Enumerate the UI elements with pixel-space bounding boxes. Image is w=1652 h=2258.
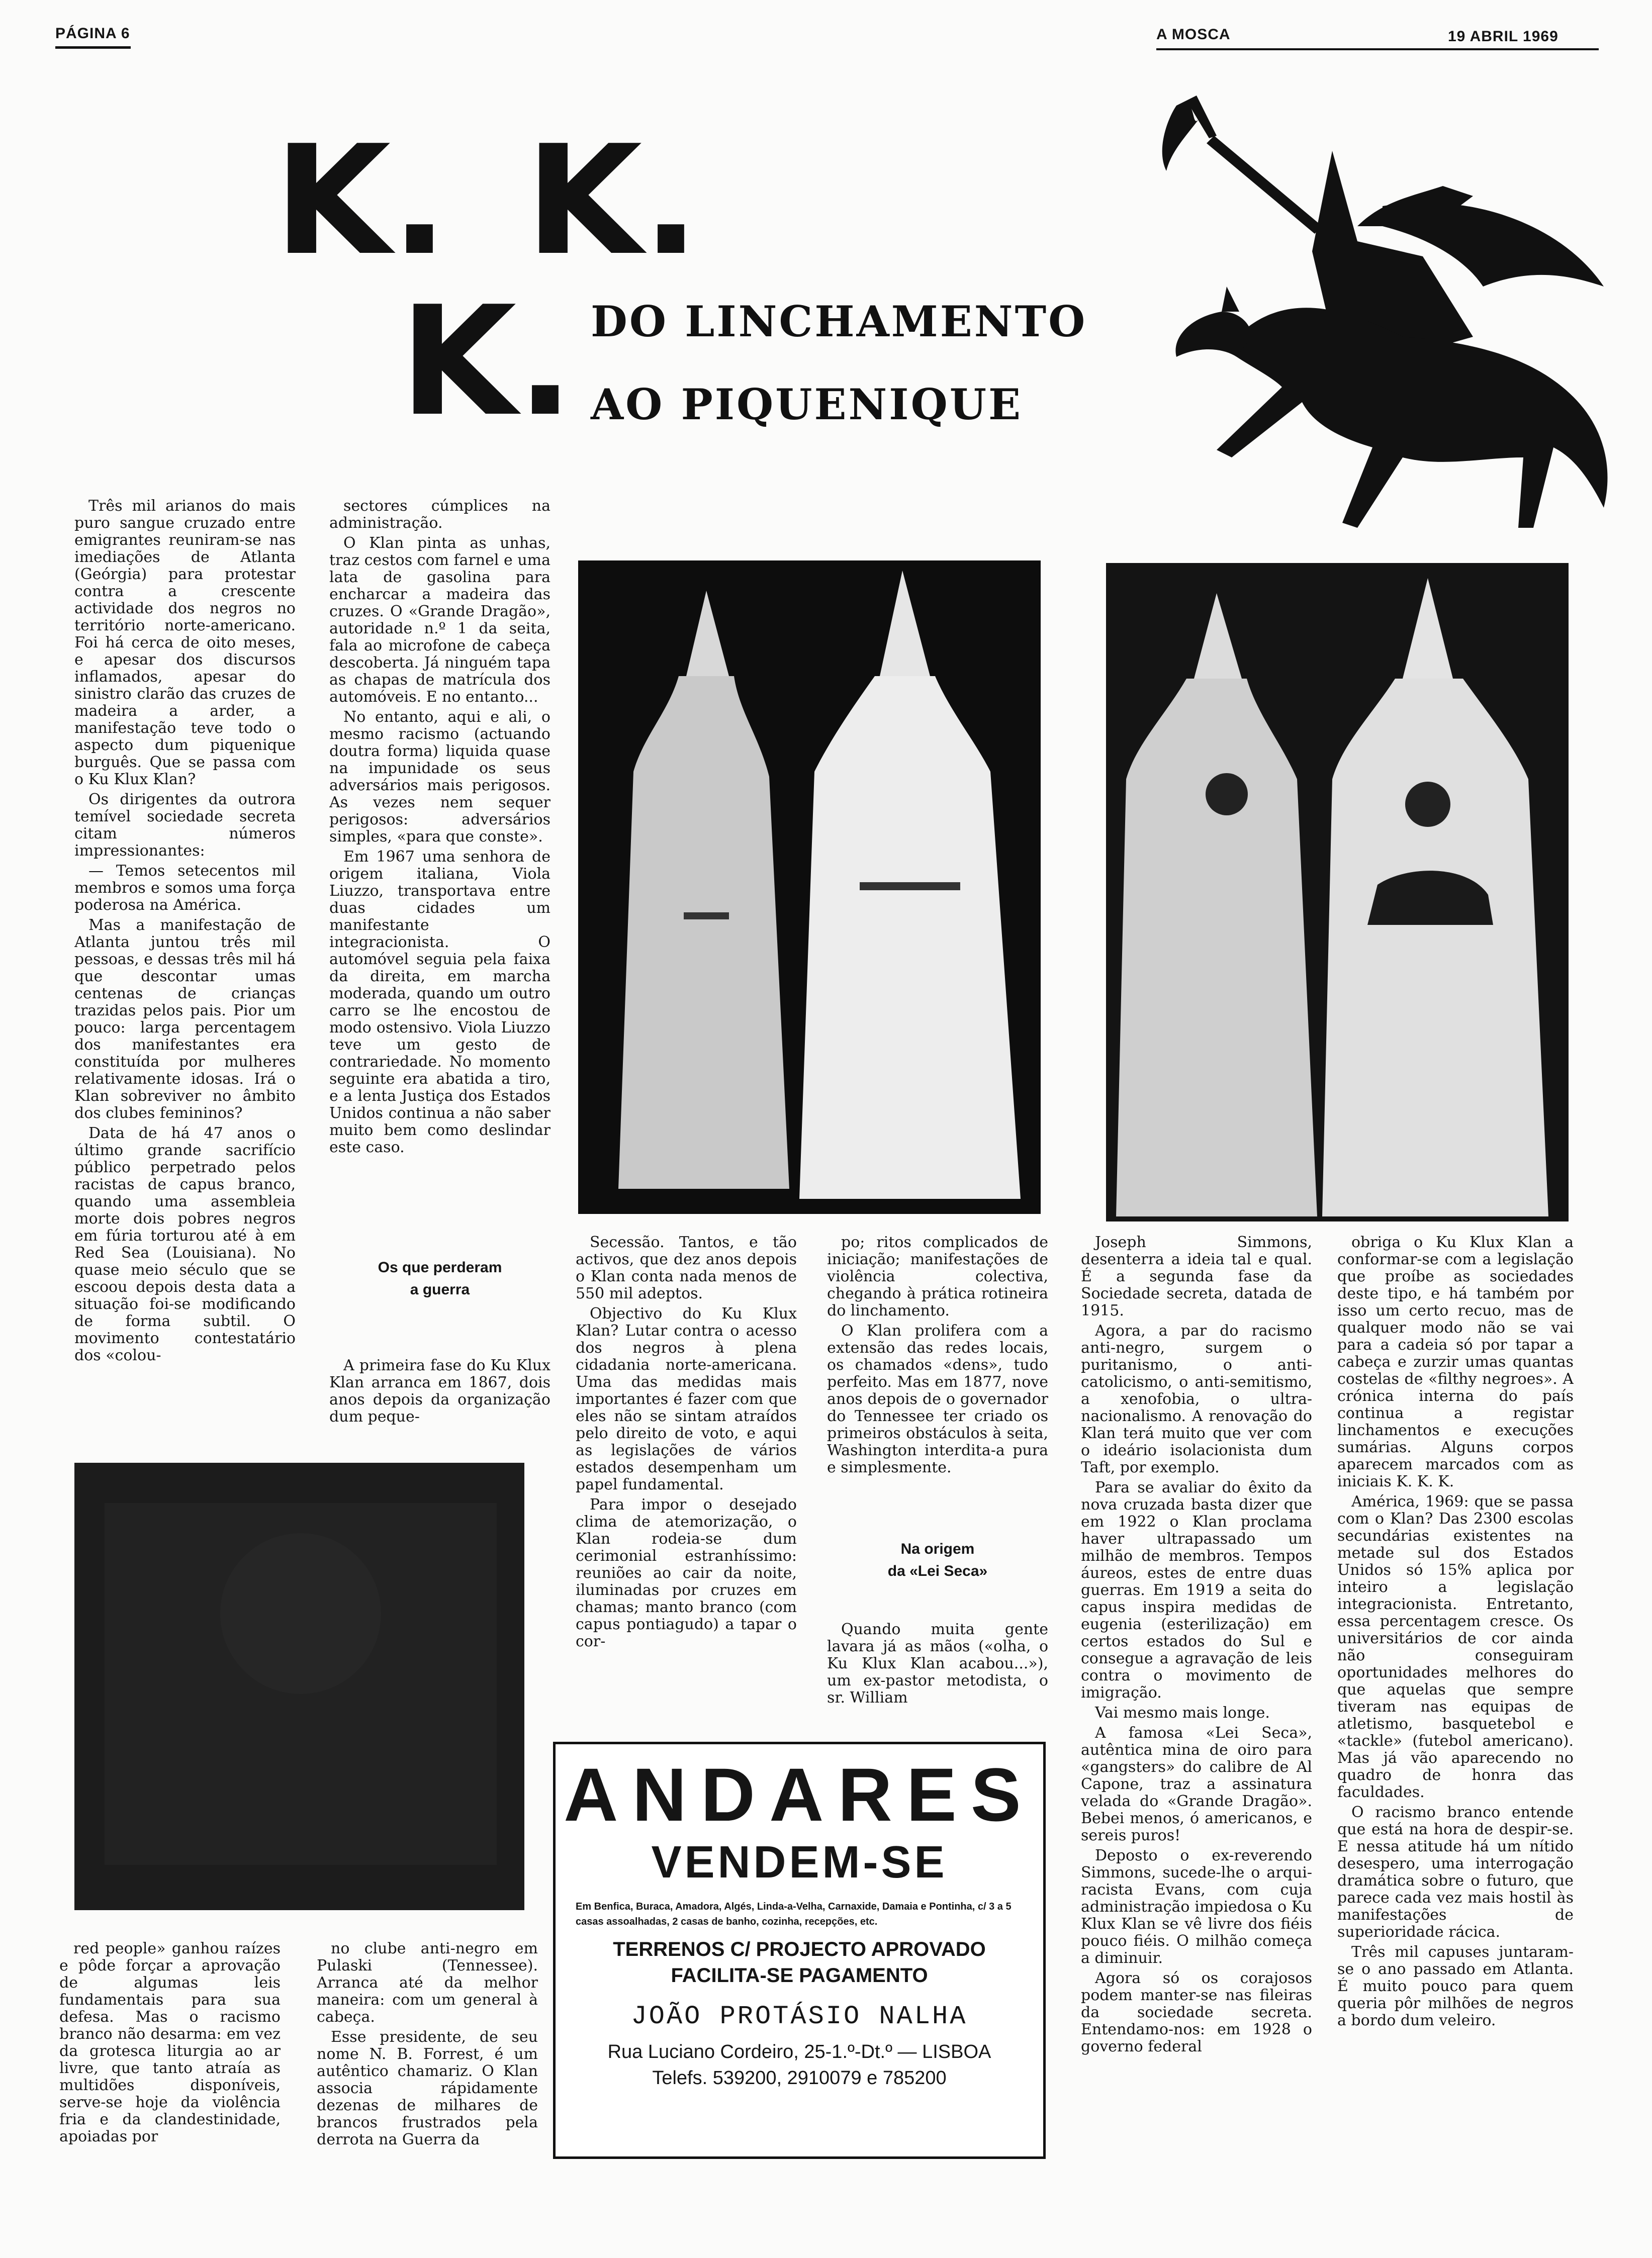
article-paragraph: No entanto, aqui e ali, o mesmo racismo (actuando doutra forma) liquida quase na impunidade os seus adversários mais perigosos. As vezes nem sequer perigosos: adversários simples, «para que conste». bbox=[329, 708, 550, 845]
article-column-1 bbox=[74, 498, 296, 1438]
ad-offer-payment: FACILITA-SE PAGAMENTO bbox=[671, 1964, 928, 1987]
subheading-line: Na origem bbox=[900, 1541, 975, 1557]
issue-date: 19 ABRIL 1969 bbox=[1448, 28, 1558, 45]
article-paragraph: O Klan prolifera com a extensão das redes locais, os chamados «dens», tudo perfeito. Mas em 1877, nove anos depois de o governador do Tennessee ter criado os primeiros obstáculos à seita, Washington interdita-a pura e simplesmente. bbox=[827, 1322, 1048, 1476]
klansmen-photo-left bbox=[578, 560, 1041, 1214]
article-column-7 bbox=[59, 1940, 281, 2172]
headline-line-1: DO LINCHAMENTO bbox=[591, 297, 1087, 346]
article-column-4 bbox=[827, 1234, 1048, 1526]
article-column-8 bbox=[317, 1940, 538, 2172]
article-paragraph: Agora, a par do racismo anti-negro, surgem o puritanismo, o anti-catolicismo, o anti-semitismo, a xenofobia, o ultra-nacionalismo. A renovação do Klan terá muito que ver com o ideário isolacionista dum Taft, por exemplo. bbox=[1081, 1322, 1312, 1476]
article-column-2 bbox=[329, 498, 550, 1211]
article-paragraph: Agora só os corajosos podem manter-se nas fileiras da sociedade secreta. Entendamo-nos: em 1928 o governo federal bbox=[1081, 1969, 1312, 2055]
article-paragraph: Três mil capuses juntaram-se o ano passado em Atlanta. É muito pouco para quem queria pôr milhões de negros a bordo dum veleiro. bbox=[1337, 1943, 1574, 2029]
klansmen-photo-right bbox=[1106, 563, 1569, 1221]
horseman-silhouette-image bbox=[1121, 75, 1624, 553]
ad-address: Rua Luciano Cordeiro, 25-1.º-Dt.º — LISBOA bbox=[607, 2041, 991, 2062]
article-paragraph: red people» ganhou raízes e pôde forçar a aprovação de algumas leis fundamentais para sua defesa. Mas o racismo branco não desarma: em vez da grotesca liturgia ao ar livre, que tanto atraía as multidões disponíveis, serve-se hoje da violência fria e da clandestinidade, apoiadas por bbox=[59, 1940, 281, 2145]
ad-offer-land: TERRENOS C/ PROJECTO APROVADO bbox=[613, 1938, 986, 1960]
article-paragraph: O racismo branco entende que está na hora de despir-se. E nessa atitude há um nítido desespero, uma interrogação dramática sobre o futuro, que parece cada vez mais hostil às manifestações de superioridade rácica. bbox=[1337, 1804, 1574, 1941]
article-paragraph: Mas a manifestação de Atlanta juntou três mil pessoas, e dessas três mil há que descontar umas centenas de crianças trazidas pelos pais. Pior um pouco: larga percentagem dos manifestantes era constituída por mulheres relativamente idosas. Irá o Klan sobreviver no âmbito dos clubes femininos? bbox=[74, 916, 296, 1122]
article-paragraph: Os dirigentes da outrora temível sociedade secreta citam números impressionantes: bbox=[74, 791, 296, 860]
header-rule-left bbox=[55, 46, 131, 49]
subheading-line: da «Lei Seca» bbox=[887, 1563, 988, 1579]
title-letter-k-1: K. bbox=[274, 113, 448, 289]
subheading-line: Os que perderam bbox=[378, 1259, 502, 1276]
publication-name: A MOSCA bbox=[1156, 26, 1231, 43]
headline-line-2: AO PIQUENIQUE bbox=[591, 380, 1023, 429]
article-paragraph: Esse presidente, de seu nome N. B. Forrest, é um autêntico chamariz. O Klan associa rápidamente dezenas de milhares de brancos frustrados pela derrota na Guerra da bbox=[317, 2028, 538, 2148]
article-column-5 bbox=[1081, 1234, 1312, 2169]
article-paragraph: po; ritos complicados de iniciação; manifestações de violência colectiva, chegando à prática rotineira do linchamento. bbox=[827, 1234, 1048, 1320]
article-paragraph: Secessão. Tantos, e tão activos, que dez anos depois o Klan conta nada menos de 550 mil adeptos. bbox=[576, 1234, 797, 1302]
dark-photo-bottom-left bbox=[74, 1463, 524, 1910]
article-paragraph: Deposto o ex-reverendo Simmons, sucede-lhe o arqui-racista Evans, com cuja administração impiedosa o Ku Klux Klan se vê livre dos fiéis pouco fiéis. O milhão começa a diminuir. bbox=[1081, 1847, 1312, 1967]
header-rule-right bbox=[1156, 48, 1599, 50]
title-letter-k-2: K. bbox=[525, 113, 700, 289]
article-column-3 bbox=[576, 1234, 797, 1712]
title-letter-k-3: K. bbox=[400, 274, 574, 449]
article-paragraph: Para impor o desejado clima de atemorização, o Klan rodeia-se dum cerimonial estranhíssimo: reuniões ao cair da noite, iluminadas por cruzes em chamas; manto branco (com capus pontiagudo) a tapar o cor- bbox=[576, 1496, 797, 1650]
article-column-2b bbox=[329, 1357, 550, 1443]
article-paragraph: sectores cúmplices na administração. bbox=[329, 498, 550, 532]
article-paragraph: O Klan pinta as unhas, traz cestos com farnel e uma lata de gasolina para encharcar a madeira das cruzes. O «Grande Dragão», autoridade n.º 1 da seita, fala ao microfone de cabeça descoberta. Já ninguém tapa as chapas de matrícula dos automóveis. E no entanto... bbox=[329, 534, 550, 706]
article-paragraph: no clube anti-negro em Pulaski (Tennessee). Arranca até da melhor maneira: com um general à cabeça. bbox=[317, 1940, 538, 2026]
article-paragraph: América, 1969: que se passa com o Klan? Das 2300 escolas secundárias existentes na metade sul dos Estados Unidos só 15% aplica por inteiro a legislação integracionista. Entretanto, essa percentagem cresce. Os universitários de cor ainda não conseguiram oportunidades melhores do que aquelas que sempre tiveram nas equipas de atletismo, basquetebol e «tackle» (futebol americano). Mas já vão aparecendo no quadro de honra das faculdades. bbox=[1337, 1493, 1574, 1801]
ad-title: ANDARES bbox=[564, 1752, 1035, 1837]
article-paragraph: Data de há 47 anos o último grande sacrifício público perpetrado pelos racistas de capus branco, quando uma assembleia morte dois pobres negros em fúria torturou até à em Red Sea (Louisiana). No quase meio século que se escoou depois desta data a situação foi-se modificando de forma subtil. O movimento contestatário dos «colou- bbox=[74, 1124, 296, 1364]
article-paragraph: Em 1967 uma senhora de origem italiana, Viola Liuzzo, transportava entre duas cidades um manifestante integracionista. O automóvel seguia pela faixa da direita, em marcha moderada, quando um outro carro se lhe encostou de modo ostensivo. Viola Liuzzo teve um gesto de contrariedade. No momento seguinte era abatida a tiro, e a lenta Justiça dos Estados Unidos continua a não saber muito bem como deslindar este caso. bbox=[329, 848, 550, 1156]
article-paragraph: A famosa «Lei Seca», autêntica mina de oiro para «gangsters» do calibre de Al Capone, traz a assinatura velada do «Grande Dragão». Bebei menos, ó americanos, e sereis puros! bbox=[1081, 1724, 1312, 1844]
ad-subtitle: VENDEM-SE bbox=[651, 1837, 948, 1888]
subheading-os-que-perderam bbox=[329, 1257, 550, 1301]
article-paragraph: Joseph Simmons, desenterra a ideia tal e qual. É a segunda fase da Sociedade secreta, datada de 1915. bbox=[1081, 1234, 1312, 1320]
article-paragraph: Para se avaliar do êxito da nova cruzada basta dizer que em 1922 o Klan proclama haver ultrapassado um milhão de membros. Tempos áureos, estes de entre duas guerras. Em 1919 a seita do capus inspira medidas de eugenia (esterilização) em certos estados do Sul e consegue a agravação de leis contra o movimento de imigração. bbox=[1081, 1479, 1312, 1702]
subheading-line: a guerra bbox=[410, 1281, 470, 1298]
article-column-4b bbox=[827, 1621, 1048, 1712]
real-estate-advertisement bbox=[553, 1742, 1046, 2159]
article-paragraph: — Temos setecentos mil membros e somos uma força poderosa na América. bbox=[74, 862, 296, 914]
article-paragraph: A primeira fase do Ku Klux Klan arranca em 1867, dois anos depois da organização dum peque- bbox=[329, 1357, 550, 1426]
subheading-na-origem bbox=[827, 1538, 1048, 1582]
ad-locations: Em Benfica, Buraca, Amadora, Algés, Linda-a-Velha, Carnaxide, Damaia e Pontinha, c/ 3 a 5 casas assoalhadas, 2 casas de banho, cozinha, recepções, etc. bbox=[576, 1901, 1012, 1927]
article-paragraph: obriga o Ku Klux Klan a conformar-se com a legislação que proíbe as sociedades deste tipo, e há também por isso um certo recuo, mas de qualquer modo não se vai para a cadeia só por tapar a cabeça e zurzir umas quantas costelas de «filthy negroes». A crónica interna do país continua a registar linchamentos e execuções sumárias. Alguns corpos aparecem marcados com as iniciais K. K. K. bbox=[1337, 1234, 1574, 1490]
article-column-6 bbox=[1337, 1234, 1574, 2169]
article-paragraph: Quando muita gente lavara já as mãos («olha, o Ku Klux Klan acabou...»), um ex-pastor metodista, o sr. William bbox=[827, 1621, 1048, 1707]
ad-owner: JOÃO PROTÁSIO NALHA bbox=[631, 2002, 968, 2031]
page-number: PÁGINA 6 bbox=[55, 25, 130, 42]
ad-phones: Telefs. 539200, 2910079 e 785200 bbox=[652, 2067, 947, 2089]
article-paragraph: Objectivo do Ku Klux Klan? Lutar contra o acesso dos negros à plena cidadania norte-americana. Uma das medidas mais importantes é fazer com que eles não se sintam atraídos pelo direito de voto, e aqui as legislações de vários estados desempenham um papel fundamental. bbox=[576, 1305, 797, 1493]
article-paragraph: Vai mesmo mais longe. bbox=[1095, 1704, 1270, 1722]
article-paragraph: Três mil arianos do mais puro sangue cruzado entre emigrantes reuniram-se nas imediações de Atlanta (Geórgia) para protestar contra a crescente actividade dos negros no território norte-americano. Foi há cerca de oito meses, e apesar dos discursos inflamados, apesar do sinistro clarão das cruzes de madeira a arder, a manifestação teve todo o aspecto dum piquenique burguês. Que se passa com o Ku Klux Klan? bbox=[74, 498, 296, 788]
